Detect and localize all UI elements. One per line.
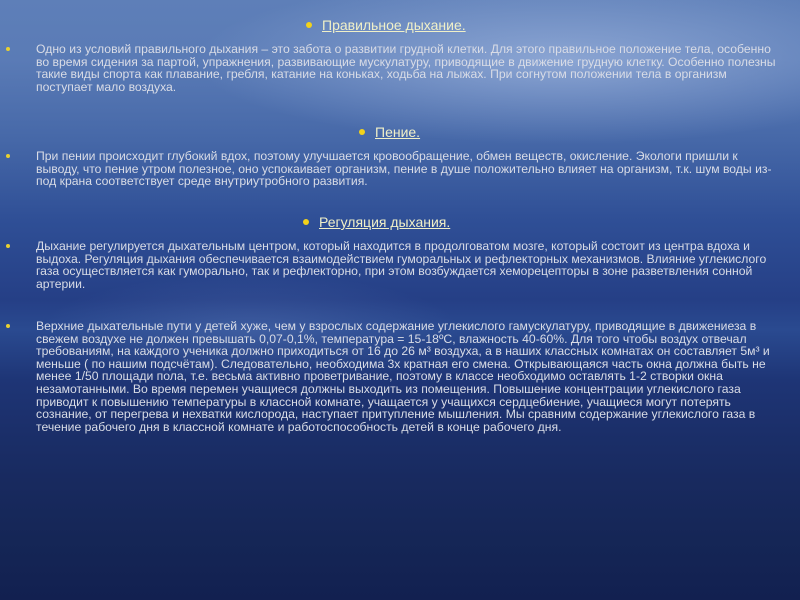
paragraph-text: При пении происходит глубокий вдох, поэтому улучшается кровообращение, обмен веществ, окисление. Экологи пришли к выводу, что пение утром полезное, оно успокаивает организм, пение в душе положительно влияет на организм, т.к. шум воды из-под крана соответствует среде внутриутробного развития.: [36, 149, 772, 189]
paragraph-singing: [14, 150, 784, 188]
paragraph-regulation: [14, 240, 784, 290]
heading-label: Пение.: [375, 124, 421, 140]
heading-bullet-icon: [306, 22, 312, 28]
paragraph-breathing: [14, 43, 784, 93]
section-heading-breathing: [306, 17, 466, 33]
section-heading-singing: [359, 124, 420, 140]
paragraph-air-quality: [14, 320, 784, 433]
heading-label: Регуляция дыхания.: [319, 214, 451, 230]
bullet-icon: [6, 324, 10, 328]
paragraph-text: Дыхание регулируется дыхательным центром, который находится в продолговатом мозге, который состоит из центра вдоха и выдоха. Регуляция дыхания обеспечивается взаимодействием гуморальных и рефлекторных механизмов. Влияние углекислого газа осуществляется как гуморально, так и рефлекторно, при этом возбуждается хеморецепторы в зоне разветвления сонной артерии.: [36, 239, 767, 291]
heading-bullet-icon: [359, 129, 365, 135]
paragraph-text: Одно из условий правильного дыхания – это забота о развитии грудной клетки. Для этого правильное положение тела, особенно во время сидения за партой, упражнения, развивающие мускулатуру, приводящие в движение грудную клетку. Особенно полезны такие виды спорта как плавание, гребля, катание на коньках, ходьба на лыжах. При согнутом положении тела в организм поступает мало воздуха.: [36, 42, 776, 94]
section-heading-regulation: [303, 214, 450, 230]
bullet-icon: [6, 244, 10, 248]
paragraph-text: Верхние дыхательные пути у детей хуже, чем у взрослых содержание углекислого гамускулатуру, приводящие в движениеза в свежем воздухе не должен превышать 0,07-0,1%, температура = 15-18ºС, влажность 40-60%. Для того чтобы воздух отвечал требованиям, на каждого ученика должно приходиться от 16 до 26 м³ воздуха, а в наших классных комнатах он составляет 5м³ и меньше ( по нашим подсчётам). Следовательно, необходима 3х кратная его смена. Открывающаяся часть окна должна быть не менее 1/50 площади пола, т.е. весьма активно проветривание, поэтому в классе необходимо оставлять 1-2 створки окна незамотанными. Во время перемен учащиеся должны выходить из помещения. Повышение концентрации углекислого газа приводит к повышению температуры в классной комнате, учащается у учащихся сердцебиение, учащиеся могут потерять сознание, от перегрева и нехватки кислорода, наступает притупление мышления. Мы сравним содержание углекислого газа в течение рабочего дня в классной комнате и работоспособность детей в конце рабочего дня.: [36, 319, 770, 434]
heading-bullet-icon: [303, 219, 309, 225]
bullet-icon: [6, 154, 10, 158]
bullet-icon: [6, 47, 10, 51]
heading-label: Правильное дыхание.: [322, 17, 466, 33]
